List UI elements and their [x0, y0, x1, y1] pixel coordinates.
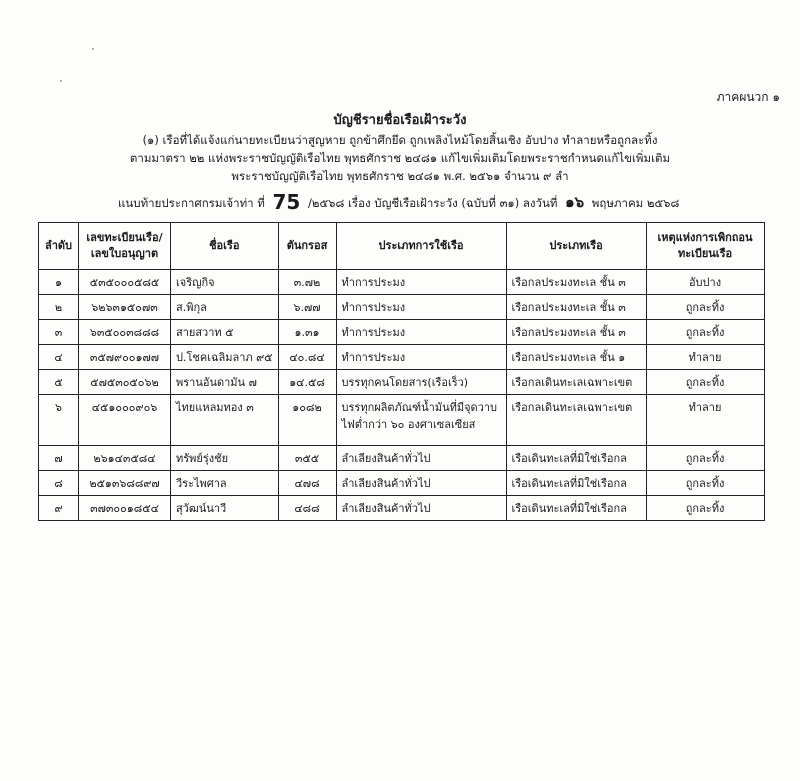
table-row: [39, 320, 765, 345]
cell-registration: ๒๕๑๓๖๘๘๙๗: [79, 471, 171, 496]
cell-vessel-type: เรือกลประมงทะเล ชั้น ๓: [506, 270, 646, 295]
ref-day: ๑๖: [565, 193, 585, 211]
cell-gross-tonnage: ๑๔.๕๘: [278, 370, 336, 395]
cell-vessel-type: เรือกลเดินทะเลเฉพาะเขต: [506, 370, 646, 395]
table-row: [39, 395, 765, 446]
table-row: [39, 270, 765, 295]
cell-registration: ๖๒๖๓๑๕๐๗๓: [79, 295, 171, 320]
cell-registration: ๔๕๑๐๐๐๙๐๖: [79, 395, 171, 446]
column-header: ตันกรอส: [278, 223, 336, 270]
cell-revocation-reason: ถูกละทิ้ง: [646, 496, 764, 521]
header-line-3: พระราชบัญญัติเรือไทย พุทธศักราช ๒๔๘๑ พ.ศ. ๒๕๖๑ จำนวน ๙ ลำ: [231, 169, 569, 183]
cell-vessel-name: เจริญกิจ: [171, 270, 279, 295]
cell-usage-type: ลำเลียงสินค้าทั่วไป: [336, 496, 506, 521]
ref-middle: /๒๕๖๘ เรื่อง บัญชีเรือเฝ้าระวัง (ฉบับที่ ๓๑) ลงวันที่: [308, 196, 558, 210]
cell-gross-tonnage: ๖.๗๗: [278, 295, 336, 320]
cell-revocation-reason: ถูกละทิ้ง: [646, 320, 764, 345]
column-header: ประเภทเรือ: [506, 223, 646, 270]
cell-revocation-reason: อับปาง: [646, 270, 764, 295]
cell-index: ๓: [39, 320, 79, 345]
cell-vessel-type: เรือกลประมงทะเล ชั้น ๑: [506, 345, 646, 370]
header-line-2: ตามมาตรา ๒๒ แห่งพระราชบัญญัติเรือไทย พุทธศักราช ๒๔๘๑ แก้ไขเพิ่มเติมโดยพระราชกำหนดแก้ไขเพิ่มเติม: [129, 151, 671, 165]
cell-index: ๖: [39, 395, 79, 446]
appendix-label: ภาคผนวก ๑: [716, 90, 780, 104]
cell-revocation-reason: ถูกละทิ้ง: [646, 370, 764, 395]
cell-usage-type: ทำการประมง: [336, 345, 506, 370]
cell-vessel-type: เรือกลประมงทะเล ชั้น ๓: [506, 295, 646, 320]
cell-vessel-name: ไทยแหลมทอง ๓: [171, 395, 279, 446]
cell-index: ๗: [39, 446, 79, 471]
cell-usage-type: บรรทุกผลิตภัณฑ์น้ำมันที่มีจุดวาบไฟต่ำกว่า ๖๐ องศาเซลเซียส: [336, 395, 506, 446]
cell-usage-type: ทำการประมง: [336, 295, 506, 320]
announcement-reference: [118, 190, 800, 214]
cell-revocation-reason: ถูกละทิ้ง: [646, 295, 764, 320]
cell-usage-type: ทำการประมง: [336, 320, 506, 345]
cell-usage-type: ลำเลียงสินค้าทั่วไป: [336, 471, 506, 496]
scan-speck: [60, 80, 62, 82]
cell-registration: ๖๓๕๐๐๓๘๘๘: [79, 320, 171, 345]
scan-speck: [92, 48, 94, 50]
table-row: [39, 496, 765, 521]
cell-vessel-type: เรือเดินทะเลที่มิใช่เรือกล: [506, 496, 646, 521]
ref-number: 75: [272, 190, 301, 214]
cell-usage-type: ทำการประมง: [336, 270, 506, 295]
cell-revocation-reason: ทำลาย: [646, 345, 764, 370]
cell-vessel-name: ส.พิกุล: [171, 295, 279, 320]
cell-registration: ๒๖๑๔๓๕๘๔: [79, 446, 171, 471]
cell-vessel-name: พรานอันดามัน ๗: [171, 370, 279, 395]
cell-index: ๕: [39, 370, 79, 395]
column-header: ประเภทการใช้เรือ: [336, 223, 506, 270]
cell-usage-type: บรรทุกคนโดยสาร(เรือเร็ว): [336, 370, 506, 395]
vessel-table: [38, 222, 765, 521]
table-row: [39, 446, 765, 471]
cell-registration: ๓๗๓๐๐๑๘๕๔: [79, 496, 171, 521]
cell-revocation-reason: ถูกละทิ้ง: [646, 471, 764, 496]
table-header-row: [39, 223, 765, 270]
cell-vessel-type: เรือกลประมงทะเล ชั้น ๓: [506, 320, 646, 345]
cell-vessel-name: ทรัพย์รุ่งชัย: [171, 446, 279, 471]
cell-index: ๙: [39, 496, 79, 521]
cell-vessel-type: เรือเดินทะเลที่มิใช่เรือกล: [506, 471, 646, 496]
cell-gross-tonnage: ๔๐.๘๔: [278, 345, 336, 370]
cell-gross-tonnage: ๓๕๕: [278, 446, 336, 471]
column-header: เลขทะเบียนเรือ/ เลขใบอนุญาต: [79, 223, 171, 270]
header-line-1: (๑) เรือที่ได้แจ้งแก่นายทะเบียนว่าสูญหาย ถูกข้าศึกยึด ถูกเพลิงไหม้โดยสิ้นเชิง อับปาง ทำลายหรือถูกละทิ้ง: [142, 133, 658, 147]
cell-usage-type: ลำเลียงสินค้าทั่วไป: [336, 446, 506, 471]
cell-registration: ๕๗๕๓๐๕๐๖๒: [79, 370, 171, 395]
table-row: [39, 471, 765, 496]
column-header: ชื่อเรือ: [171, 223, 279, 270]
cell-vessel-name: วีระไพศาล: [171, 471, 279, 496]
column-header: ลำดับ: [39, 223, 79, 270]
document-title: บัญชีรายชื่อเรือเฝ้าระวัง: [333, 113, 467, 128]
cell-vessel-name: สายสวาท ๕: [171, 320, 279, 345]
cell-gross-tonnage: ๔๘๘: [278, 496, 336, 521]
ref-prefix: แนบท้ายประกาศกรมเจ้าท่า ที่: [118, 196, 265, 210]
cell-revocation-reason: ถูกละทิ้ง: [646, 446, 764, 471]
cell-index: ๔: [39, 345, 79, 370]
table-row: [39, 295, 765, 320]
cell-registration: ๓๕๗๙๐๐๑๗๗: [79, 345, 171, 370]
cell-registration: ๕๓๕๐๐๐๕๘๕: [79, 270, 171, 295]
table-row: [39, 345, 765, 370]
cell-gross-tonnage: ๑.๓๑: [278, 320, 336, 345]
cell-index: ๘: [39, 471, 79, 496]
cell-vessel-name: สุวัฒน์นาวี: [171, 496, 279, 521]
ref-month-year: พฤษภาคม ๒๕๖๘: [591, 196, 680, 210]
cell-index: ๑: [39, 270, 79, 295]
cell-vessel-name: ป.โชคเฉลิมลาภ ๙๕: [171, 345, 279, 370]
cell-revocation-reason: ทำลาย: [646, 395, 764, 446]
cell-vessel-type: เรือกลเดินทะเลเฉพาะเขต: [506, 395, 646, 446]
cell-index: ๒: [39, 295, 79, 320]
cell-gross-tonnage: ๔๗๘: [278, 471, 336, 496]
cell-vessel-type: เรือเดินทะเลที่มิใช่เรือกล: [506, 446, 646, 471]
column-header: เหตุแห่งการเพิกถอนทะเบียนเรือ: [646, 223, 764, 270]
cell-gross-tonnage: ๓.๗๒: [278, 270, 336, 295]
cell-gross-tonnage: ๑๐๘๒: [278, 395, 336, 446]
table-row: [39, 370, 765, 395]
